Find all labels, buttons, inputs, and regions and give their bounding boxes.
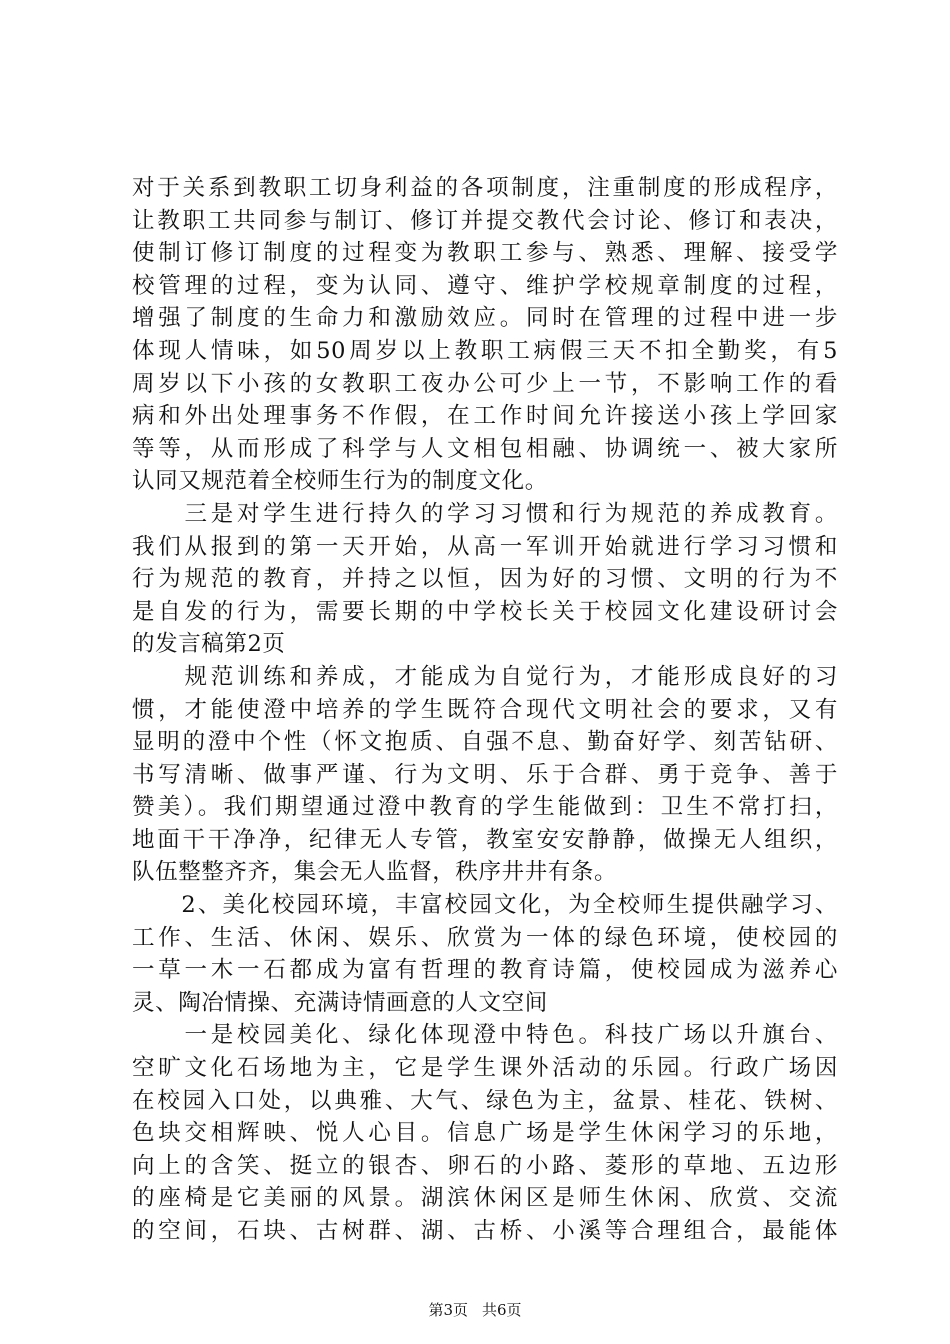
text-line: 使制订修订制度的过程变为教职工参与、熟悉、理解、接受学 <box>132 240 838 267</box>
text-line: 规范训练和养成，才能成为自觉行为，才能形成良好的习 <box>132 663 838 690</box>
text-line: 地面干干净净，纪律无人专管，教室安安静静，做操无人组织， <box>132 826 838 853</box>
text-line: 书写清晰、做事严谨、行为文明、乐于合群、勇于竞争、善于 <box>132 761 838 788</box>
text-line: 赞美）。我们期望通过澄中教育的学生能做到：卫生不常打扫， <box>132 794 838 821</box>
text-line: 体现人情味，如50周岁以上教职工病假三天不扣全勤奖，有5 <box>132 337 838 364</box>
text-line: 认同又规范着全校师生行为的制度文化。 <box>132 468 548 495</box>
text-line: 行为规范的教育，并持之以恒，因为好的习惯、文明的行为不 <box>132 566 838 593</box>
text-line: 等等，从而形成了科学与人文相包相融、协调统一、被大家所 <box>132 435 838 462</box>
text-line: 三是对学生进行持久的学习习惯和行为规范的养成教育。 <box>132 500 838 527</box>
text-line: 我们从报到的第一天开始，从高一军训开始就进行学习习惯和 <box>132 533 838 560</box>
text-line: 色块交相辉映、悦人心目。信息广场是学生休闲学习的乐地， <box>132 1120 838 1147</box>
text-line: 的空间，石块、古树群、湖、古桥、小溪等合理组合，最能体 <box>132 1218 838 1244</box>
text-line: 显明的澄中个性（怀文抱质、自强不息、勤奋好学、刻苦钻研、 <box>132 729 838 756</box>
text-line: 空旷文化石场地为主，它是学生课外活动的乐园。行政广场因 <box>132 1055 838 1082</box>
text-line: 惯，才能使澄中培养的学生既符合现代文明社会的要求，又有 <box>132 696 838 723</box>
page-total: 共6页 <box>482 1301 522 1319</box>
page-number: 第3页 <box>428 1301 468 1319</box>
document-body <box>132 172 838 1248</box>
text-line: 一是校园美化、绿化体现澄中特色。科技广场以升旗台、 <box>132 1022 838 1049</box>
text-line: 的发言稿第2页 <box>132 631 286 658</box>
text-line: 对于关系到教职工切身利益的各项制度，注重制度的形成程序， <box>132 175 838 201</box>
page-footer <box>0 1300 950 1320</box>
text-line: 是自发的行为，需要长期的中学校长关于校园文化建设研讨会 <box>132 598 838 625</box>
text-line: 让教职工共同参与制订、修订并提交教代会讨论、修订和表决， <box>132 207 838 234</box>
text-line: 的座椅是它美丽的风景。湖滨休闲区是师生休闲、欣赏、交流 <box>132 1185 838 1212</box>
text-line: 一草一木一石都成为富有哲理的教育诗篇，使校园成为滋养心 <box>132 957 838 984</box>
text-line: 校管理的过程，变为认同、遵守、维护学校规章制度的过程， <box>132 272 838 299</box>
text-line: 增强了制度的生命力和激励效应。同时在管理的过程中进一步 <box>132 305 838 332</box>
text-line: 周岁以下小孩的女教职工夜办公可少上一节，不影响工作的看 <box>132 370 838 397</box>
text-line: 病和外出处理事务不作假，在工作时间允许接送小孩上学回家 <box>132 403 838 430</box>
text-line: 向上的含笑、挺立的银杏、卵石的小路、菱形的草地、五边形 <box>132 1152 838 1179</box>
text-line: 2、美化校园环境，丰富校园文化，为全校师生提供融学习、 <box>132 892 838 919</box>
text-line: 在校园入口处，以典雅、大气、绿色为主，盆景、桂花、铁树、 <box>132 1087 838 1114</box>
text-line: 工作、生活、休闲、娱乐、欣赏为一体的绿色环境，使校园的 <box>132 924 838 951</box>
text-line: 灵、陶冶情操、充满诗情画意的人文空间 <box>132 989 548 1016</box>
text-line: 队伍整整齐齐，集会无人监督，秩序井井有条。 <box>132 859 618 886</box>
